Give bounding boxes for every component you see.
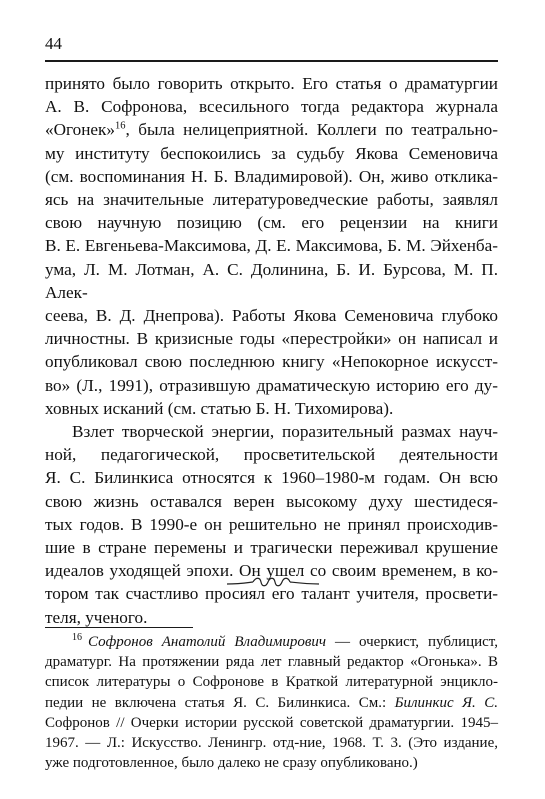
text-line: (см. воспоминания Н. Б. Владимировой). Он, живо отклика-: [45, 166, 498, 186]
text-line: свою жизнь оставался верен высокому духу шестидеся-: [45, 491, 498, 511]
text-line: Взлет творческой энергии, поразительный размах науч-: [72, 422, 498, 442]
text-line: ума, Л. М. Лотман, А. С. Долинина, Б. И. Бурсова, М. П. Алек-: [45, 259, 498, 302]
text-line: ной, педагогической, просветительской деятельности: [45, 445, 498, 465]
footnote-number: 16: [72, 632, 82, 643]
text-line: сеева, В. Д. Днепрова). Работы Якова Семеновича глубоко: [45, 306, 498, 326]
text-line: му институту беспокоились за судьбу Якова Семеновича: [45, 143, 498, 163]
main-text: [45, 72, 498, 629]
footnote-line: уже подготовленное, было далеко не сразу опубликовано.): [45, 755, 418, 772]
paragraph-1: [45, 72, 498, 420]
text-line: ховных исканий (см. статью Б. Н. Тихомирова).: [45, 398, 394, 418]
text-line: [45, 118, 498, 141]
text-line: ясь на значительные литературоведческие работы, заявлял: [45, 190, 498, 210]
footnote-name: Софронов Анатолий Владимирович: [88, 634, 327, 650]
footnote-author-ref: Билинкис Я. С.: [394, 694, 498, 711]
footnote-line: Софронов // Очерки истории русской советской драматургии. 1945–: [45, 714, 498, 731]
header-rule: [45, 60, 498, 62]
ornament-divider-icon: [225, 572, 321, 592]
text-segment: «Огонек»: [45, 120, 115, 140]
text-line: Я. С. Билинкиса относятся к 1960–1980-м годам. Он всю: [45, 468, 498, 488]
text-line: опубликовал свою последнюю книгу «Непокорное искусст-: [45, 352, 498, 372]
text-line: шие в стране перемены и трагически переживал крушение: [45, 538, 498, 558]
text-line: личностны. В кризисные годы «перестройки» он написал и: [45, 329, 498, 349]
text-segment: педии не включена статья Я. С. Билинкиса. См.:: [45, 694, 395, 711]
footnote-line: драматург. На протяжении ряда лет главный редактор «Огонька». В: [45, 654, 498, 671]
text-segment: — очеркист, публицист,: [326, 634, 498, 650]
text-line: теля, ученого.: [45, 607, 148, 627]
text-line: А. В. Софронова, всесильного тогда редактора журнала: [45, 97, 498, 117]
paragraph-2: [45, 420, 498, 629]
footnote-line: [45, 632, 498, 652]
text-line: во» (Л., 1991), отразившую драматическую историю его ду-: [45, 375, 498, 395]
footnote-reference[interactable]: 16: [115, 120, 126, 132]
footnote-separator: [45, 627, 193, 628]
text-segment: , была нелицеприятной. Коллеги по театрально-: [125, 120, 498, 140]
page-number: 44: [45, 34, 62, 53]
text-line: принято было говорить открыто. Его статья о драматургии: [45, 74, 498, 93]
footnote-line: 1967. — Л.: Искусство. Ленингр. отд-ние, 1968. Т. 3. (Это издание,: [45, 735, 498, 752]
text-line: тором так счастливо просиял его талант учителя, просвети-: [45, 584, 498, 604]
text-line: В. Е. Евгеньева-Максимова, Д. Е. Максимова, Б. М. Эйхенба-: [45, 236, 498, 256]
footnote-line: [45, 693, 498, 713]
footnote: [45, 632, 498, 773]
text-line: идеалов уходящей эпохи. Он ушел со своим временем, в ко-: [45, 561, 498, 581]
text-line: свою научную позицию (см. его рецензии на книги: [45, 213, 498, 233]
footnote-line: список литературы о Софронове в Краткой литературной энцикло-: [45, 674, 498, 691]
text-line: тых годов. В 1990-е он решительно не принял происходив-: [45, 514, 498, 534]
